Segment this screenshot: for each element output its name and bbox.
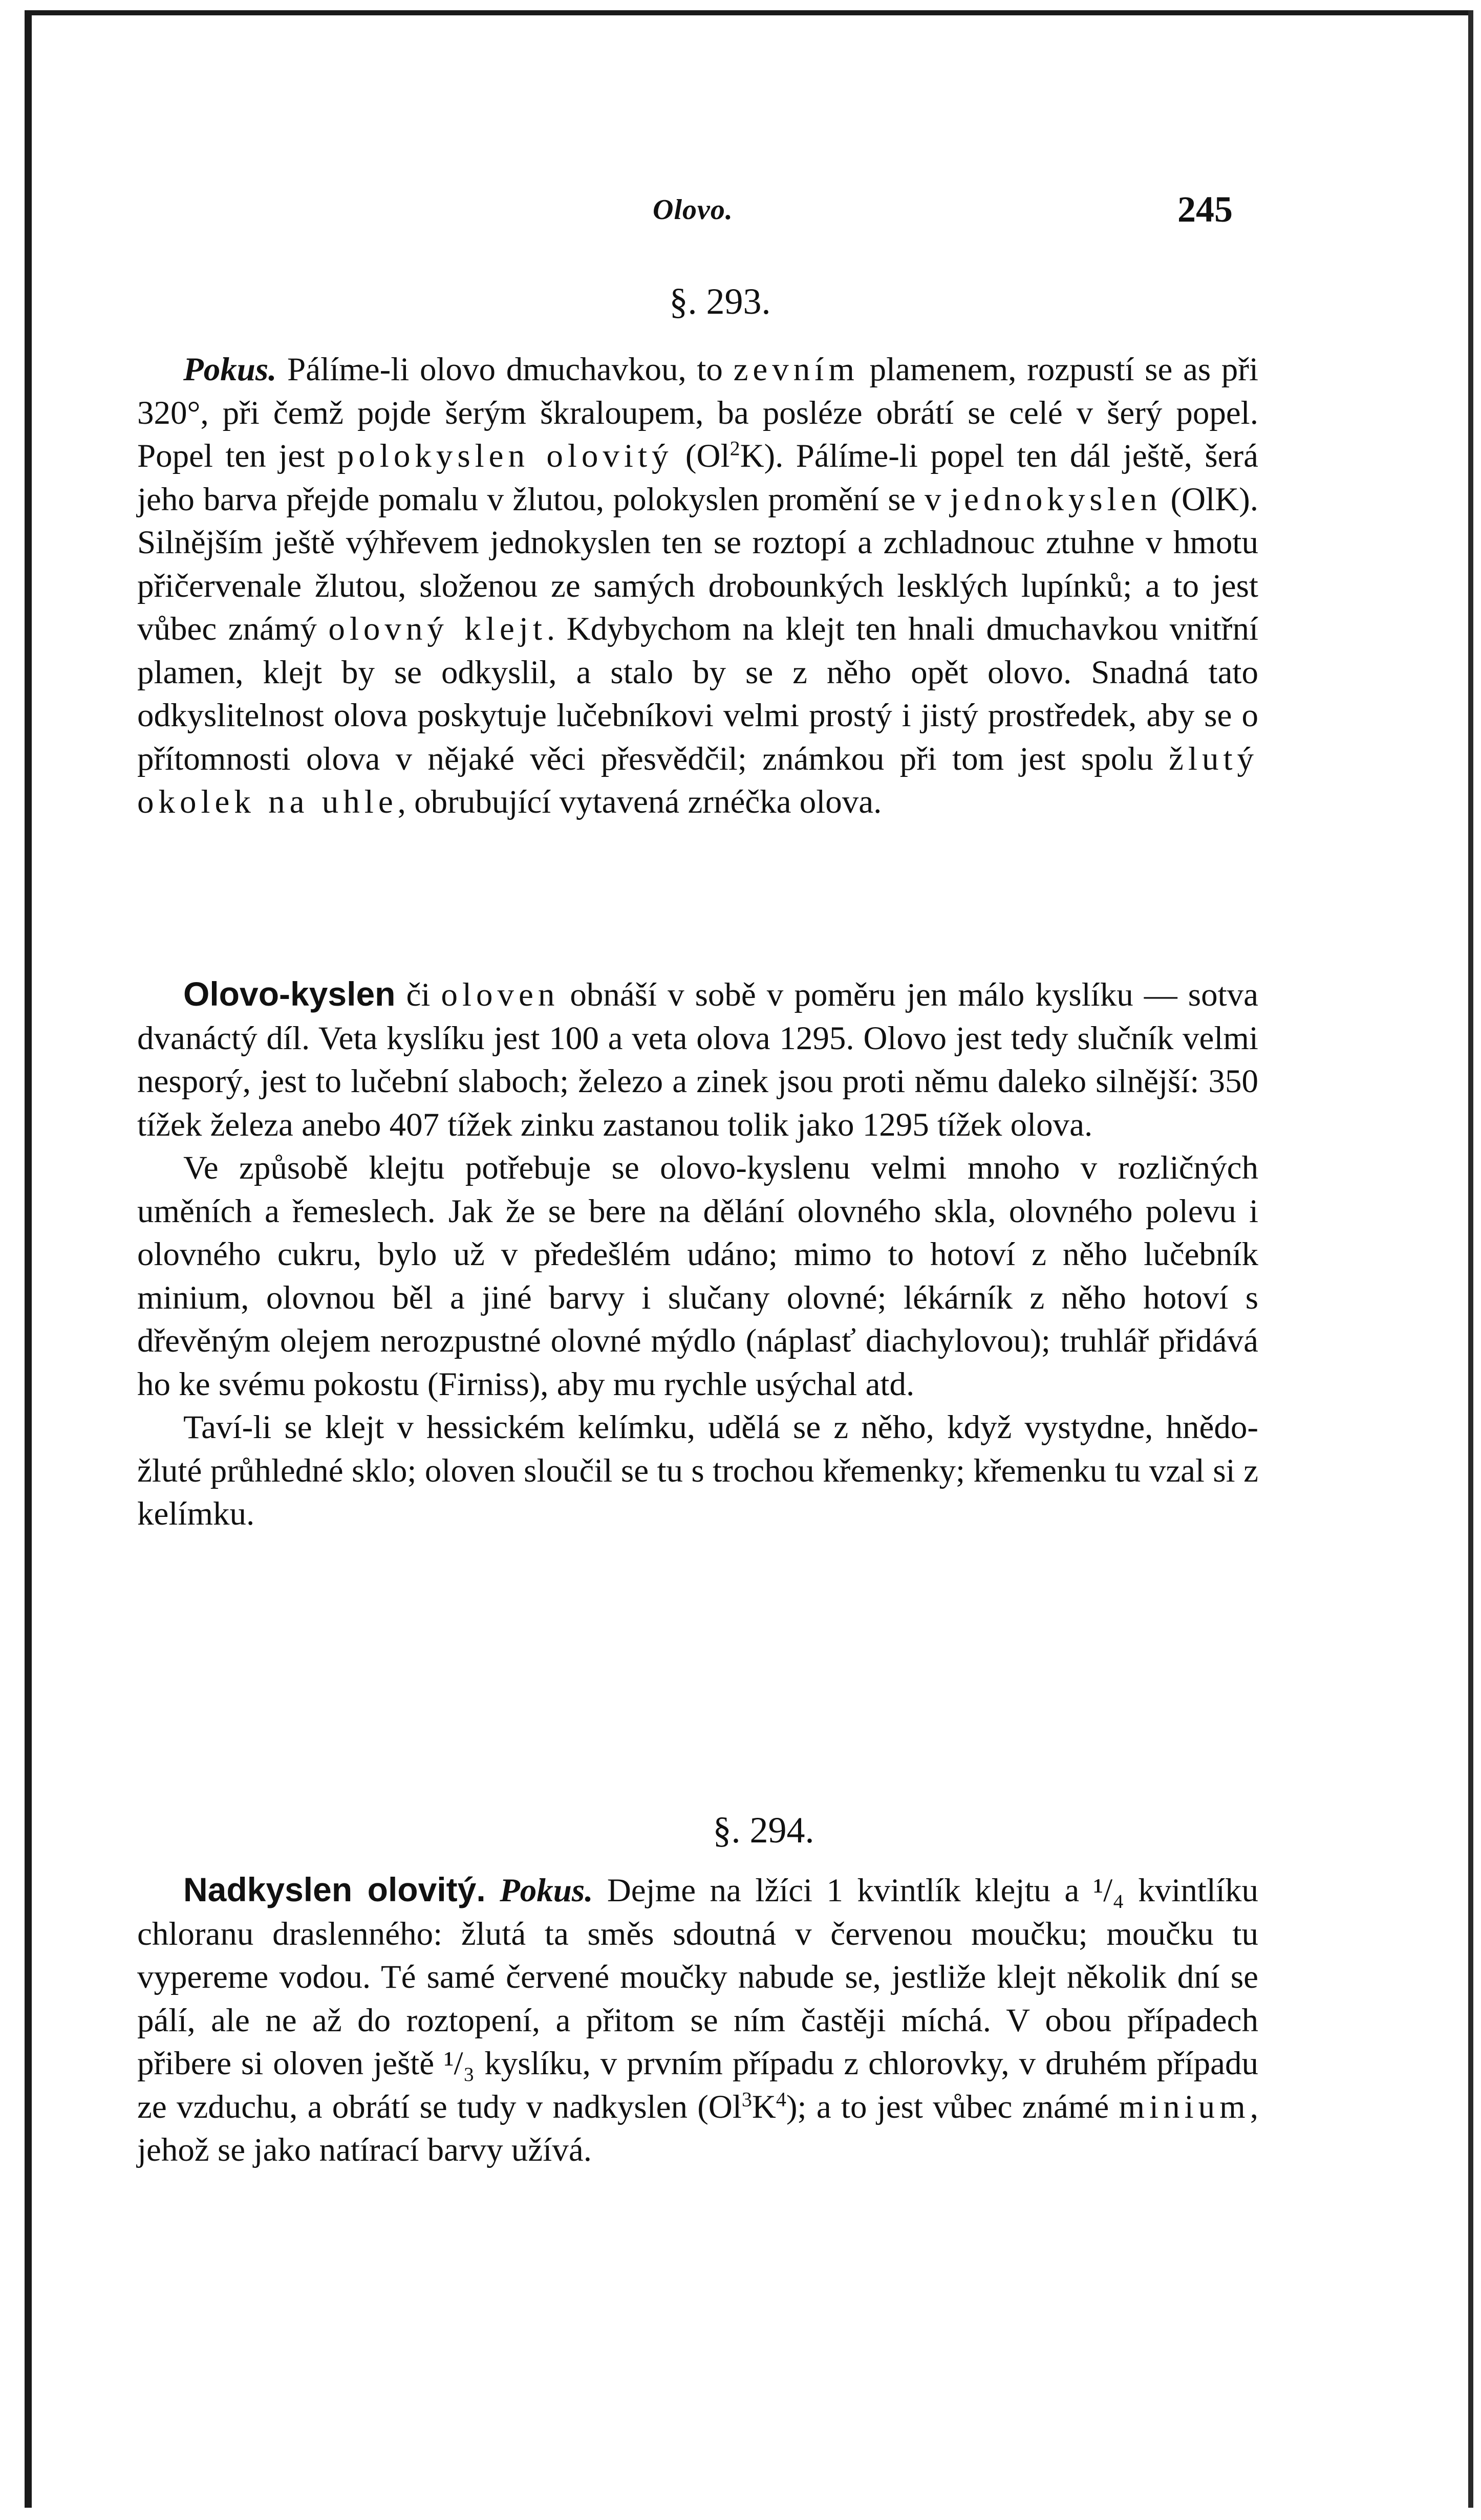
fraction: ¹/₄ xyxy=(1093,1872,1124,1909)
spaced-term: oloven xyxy=(441,976,560,1013)
text-run: (OlK). Silnějším ještě výhřevem jednokyslen ten se roztopí a zchladnouc ztuhne v hmotu přičervenale žlutou, složenou ze samých drobounkých lesklých lupínků; a to jest vůbec známý xyxy=(137,481,1259,647)
spaced-term: polokyslen olovitý xyxy=(337,438,673,474)
text-run: ); a to jest vůbec známé xyxy=(786,2088,1119,2125)
spaced-term: žlutý okolek na uhle xyxy=(137,740,1258,820)
running-title: Olovo. xyxy=(653,194,733,226)
text-run: Pálíme-li olovo dmuchavkou, to xyxy=(276,351,734,388)
superscript: 2 xyxy=(729,437,740,460)
section-293-experiment xyxy=(137,348,1258,824)
text-run: obnáší v sobě v poměru jen málo kyslíku — sotva dvanáctý díl. Veta kyslíku jest 100 a veta olova 1295. Olovo jest tedy slučník velmi nesporý, jest to lučební slaboch; železo a zinek jsou proti němu daleko silnější: 350 tížek železa anebo 407 tížek zinku zastanou tolik jako 1295 tížek olova. xyxy=(137,976,1258,1143)
text-run: K xyxy=(752,2088,776,2125)
text-run: plamenem, rozpustí se as při 320°, při čemž pojde šerým škraloupem, ba posléze obrátí se celé v šerý popel. Popel ten jest xyxy=(137,351,1258,474)
lead-term: Olovo-kyslen xyxy=(183,975,396,1013)
paragraph-experiment xyxy=(137,348,1258,824)
text-run: kyslíku, v prvním případu z chlorovky, v druhém případu ze vzduchu, a obrátí se tudy v nadkyslen (Ol xyxy=(137,2045,1258,2125)
spaced-term: olovný klejt xyxy=(328,611,547,647)
superscript: 4 xyxy=(776,2087,786,2111)
paragraph-hessian: Taví-li se klejt v hessickém kelímku, udělá se z něho, když vystydne, hnědo-žluté průhledné sklo; oloven sloučil se tu s trochou křemenky; křemenku tu vzal si z kelímku. xyxy=(137,1409,1258,1532)
text-run: (Ol xyxy=(673,438,730,474)
fraction: ¹/₃ xyxy=(444,2045,475,2082)
text-run: Dejme na lžíci 1 kvintlík klejtu a xyxy=(593,1872,1093,1909)
lead-term: Pokus. xyxy=(183,351,277,388)
paragraph-uses: Ve způsobě klejtu potřebuje se olovo-kyslenu velmi mnoho v rozličných uměních a řemeslech. Jak že se bere na dělání olovného skla, olovného polevu i olovného cukru, bylo už v předešlém udáno; mimo to hotoví z něho lučebník minium, olovnou běl a jiné barvy i slučany olovné; lékárník z něho hotoví s dřevěným olejem nerozpustné olovné mýdlo (náplasť diachylovou); truhlář přidává ho ke svému pokostu (Firniss), aby mu rychle usýchal atd. xyxy=(137,1149,1258,1403)
lead-term-italic: Pokus. xyxy=(500,1872,593,1909)
text-run: , obrubující vytavená zrnéčka olova. xyxy=(397,784,882,820)
spaced-term: minium xyxy=(1119,2088,1250,2125)
spaced-term: jednokyslen xyxy=(950,481,1162,518)
paragraph-red-lead xyxy=(137,1868,1258,2172)
superscript: 3 xyxy=(741,2087,752,2111)
section-heading-294: §. 294. xyxy=(713,1810,814,1851)
text-run: , jehož se jako natírací barvy užívá. xyxy=(137,2088,1258,2168)
section-293-oxide xyxy=(137,972,1258,1536)
paragraph-oxide xyxy=(137,972,1258,1146)
section-heading-293: §. 293. xyxy=(669,281,771,322)
text-run: kvintlíku chloranu draslenného: žlutá ta směs sdoutná v červenou moučku; moučku tu vypereme vodou. Té samé červené moučky nabude se, jestliže klejt několik dní se pálí, ale ne až do roztopení, a přitom se ním častěji míchá. V obou případech přibere si oloven ještě xyxy=(137,1872,1258,2082)
spaced-term: zevním xyxy=(733,351,859,388)
page-number: 245 xyxy=(1177,189,1233,230)
lead-term: Nadkyslen olovitý. xyxy=(183,1871,486,1908)
text-run: či xyxy=(395,976,441,1013)
text-run: . Kdybychom na klejt ten hnali dmuchavkou vnitřní plamen, klejt by se odkyslil, a stalo by se z něho opět olovo. Snadná tato odkyslitelnost olova poskytuje lučebníkovi velmi prostý i jistý prostředek, aby se o přítomnosti olova v nějaké věci přesvědčil; známkou při tom jest spolu xyxy=(137,611,1259,777)
text-run: K). Pálíme-li popel ten dál ještě, šerá jeho barva přejde pomalu v žlutou, polokyslen promění se v xyxy=(137,438,1258,518)
section-294-body xyxy=(137,1868,1258,2172)
